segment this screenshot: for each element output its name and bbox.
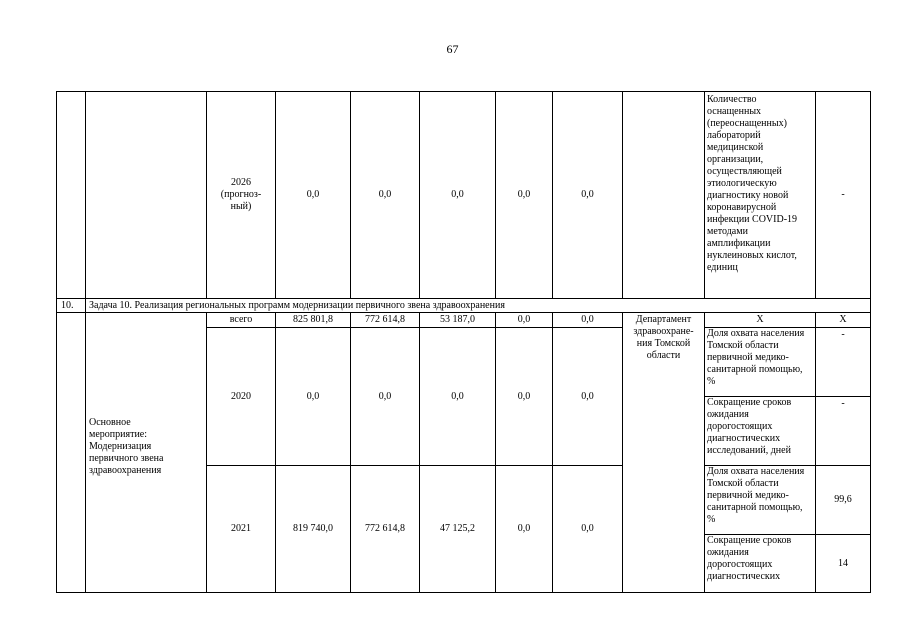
- task-title-cell: [85, 298, 871, 313]
- y2020-indicator-1-value: -: [841, 329, 845, 340]
- total-value-total: 825 801,8: [293, 314, 333, 325]
- value-cell: [419, 312, 496, 328]
- row-number-cell: [56, 91, 86, 299]
- value-total: 0,0: [306, 189, 320, 200]
- measure-name-cell: [85, 312, 207, 593]
- indicator-cell: [704, 396, 816, 466]
- row-number-cell: [56, 312, 86, 593]
- y2021-value-other: 0,0: [581, 523, 594, 534]
- total-label-cell: [206, 312, 276, 328]
- indicator-value-cell: [815, 534, 871, 593]
- year-2020: 2020: [231, 390, 251, 402]
- value-cell: [495, 91, 553, 299]
- indicator-cell: [704, 91, 816, 299]
- y2020-indicator-2-value: -: [841, 398, 845, 409]
- indicator-value-cell: [815, 396, 871, 466]
- value-cell: [350, 312, 420, 328]
- year-label: 2026 (прогноз-ный): [220, 177, 262, 212]
- indicator-value: -: [841, 189, 845, 200]
- value-cell: [552, 312, 623, 328]
- total-value-federal: 772 614,8: [365, 314, 405, 325]
- total-value-local: 0,0: [517, 314, 531, 325]
- executor-name: Департамент здравоохране-ния Томской области: [633, 314, 694, 361]
- value-cell: [275, 312, 351, 328]
- y2021-indicator-2: Сокращение сроков ожидания дорогостоящих диагностических: [707, 535, 792, 582]
- y2020-value-federal: 0,0: [378, 390, 392, 402]
- indicator-text: Количество оснащенных (переоснащенных) лабораторий медицинской организации, осуществляющей этиологическую диагностику новой коронавирусной инфекции COVID-19 методами амплификации нуклеиновых кислот, единиц: [707, 94, 798, 273]
- indicator-value-cell: [815, 312, 871, 328]
- y2020-value-total: 0,0: [306, 390, 320, 402]
- total-label: всего: [229, 314, 253, 325]
- value-cell: [275, 465, 351, 593]
- value-cell: [275, 91, 351, 299]
- value-cell: [419, 327, 496, 466]
- indicator-cell: [704, 465, 816, 535]
- indicator-value-cell: [815, 91, 871, 299]
- executor-cell: [622, 91, 705, 299]
- value-cell: [350, 465, 420, 593]
- y2021-value-regional: 47 125,2: [440, 523, 475, 534]
- value-cell: [552, 91, 623, 299]
- indicator-cell: [704, 312, 816, 328]
- value-cell: [419, 465, 496, 593]
- indicator-value-cell: [815, 465, 871, 535]
- y2021-value-total: 819 740,0: [293, 523, 333, 534]
- y2020-value-local: 0,0: [517, 390, 531, 402]
- year-cell: [206, 465, 276, 593]
- y2021-value-local: 0,0: [517, 523, 531, 534]
- value-other: 0,0: [581, 189, 594, 200]
- value-cell: [552, 465, 623, 593]
- value-cell: [350, 327, 420, 466]
- y2020-value-other: 0,0: [581, 390, 594, 402]
- y2021-value-federal: 772 614,8: [365, 523, 405, 534]
- indicator-cell: [704, 327, 816, 397]
- executor-cell: [622, 312, 705, 593]
- task-title: Задача 10. Реализация региональных программ модернизации первичного звена здравоохранения: [89, 299, 505, 311]
- year-cell: [206, 327, 276, 466]
- value-cell: [552, 327, 623, 466]
- year-cell: [206, 91, 276, 299]
- page-number: 67: [446, 42, 459, 56]
- value-cell: [495, 327, 553, 466]
- task-number-cell: [56, 298, 86, 313]
- value-cell: [419, 91, 496, 299]
- value-cell: [350, 91, 420, 299]
- year-2021: 2021: [231, 523, 251, 534]
- y2020-indicator-1: Доля охвата населения Томской области первичной медико-санитарной помощью, %: [707, 328, 805, 387]
- value-local: 0,0: [517, 189, 531, 200]
- y2021-indicator-2-value: 14: [838, 557, 848, 569]
- total-indicator-value: Х: [839, 314, 847, 325]
- y2020-indicator-2: Сокращение сроков ожидания дорогостоящих диагностических исследований, дней: [707, 397, 792, 456]
- task-number: 10.: [61, 299, 74, 311]
- value-cell: [275, 327, 351, 466]
- total-value-other: 0,0: [581, 314, 594, 325]
- measure-name-cell: [85, 91, 207, 299]
- indicator-value-cell: [815, 327, 871, 397]
- total-indicator: Х: [756, 314, 764, 325]
- y2020-value-regional: 0,0: [451, 390, 464, 402]
- value-cell: [495, 465, 553, 593]
- y2021-indicator-1-value: 99,6: [834, 494, 852, 505]
- measure-name: Основное мероприятие: Модернизация первичного звена здравоохранения: [89, 417, 164, 476]
- value-federal: 0,0: [378, 189, 392, 200]
- value-cell: [495, 312, 553, 328]
- program-table: [56, 91, 871, 592]
- y2021-indicator-1: Доля охвата населения Томской области первичной медико-санитарной помощью, %: [707, 466, 805, 525]
- value-regional: 0,0: [451, 189, 464, 200]
- indicator-cell: [704, 534, 816, 593]
- total-value-regional: 53 187,0: [440, 314, 475, 325]
